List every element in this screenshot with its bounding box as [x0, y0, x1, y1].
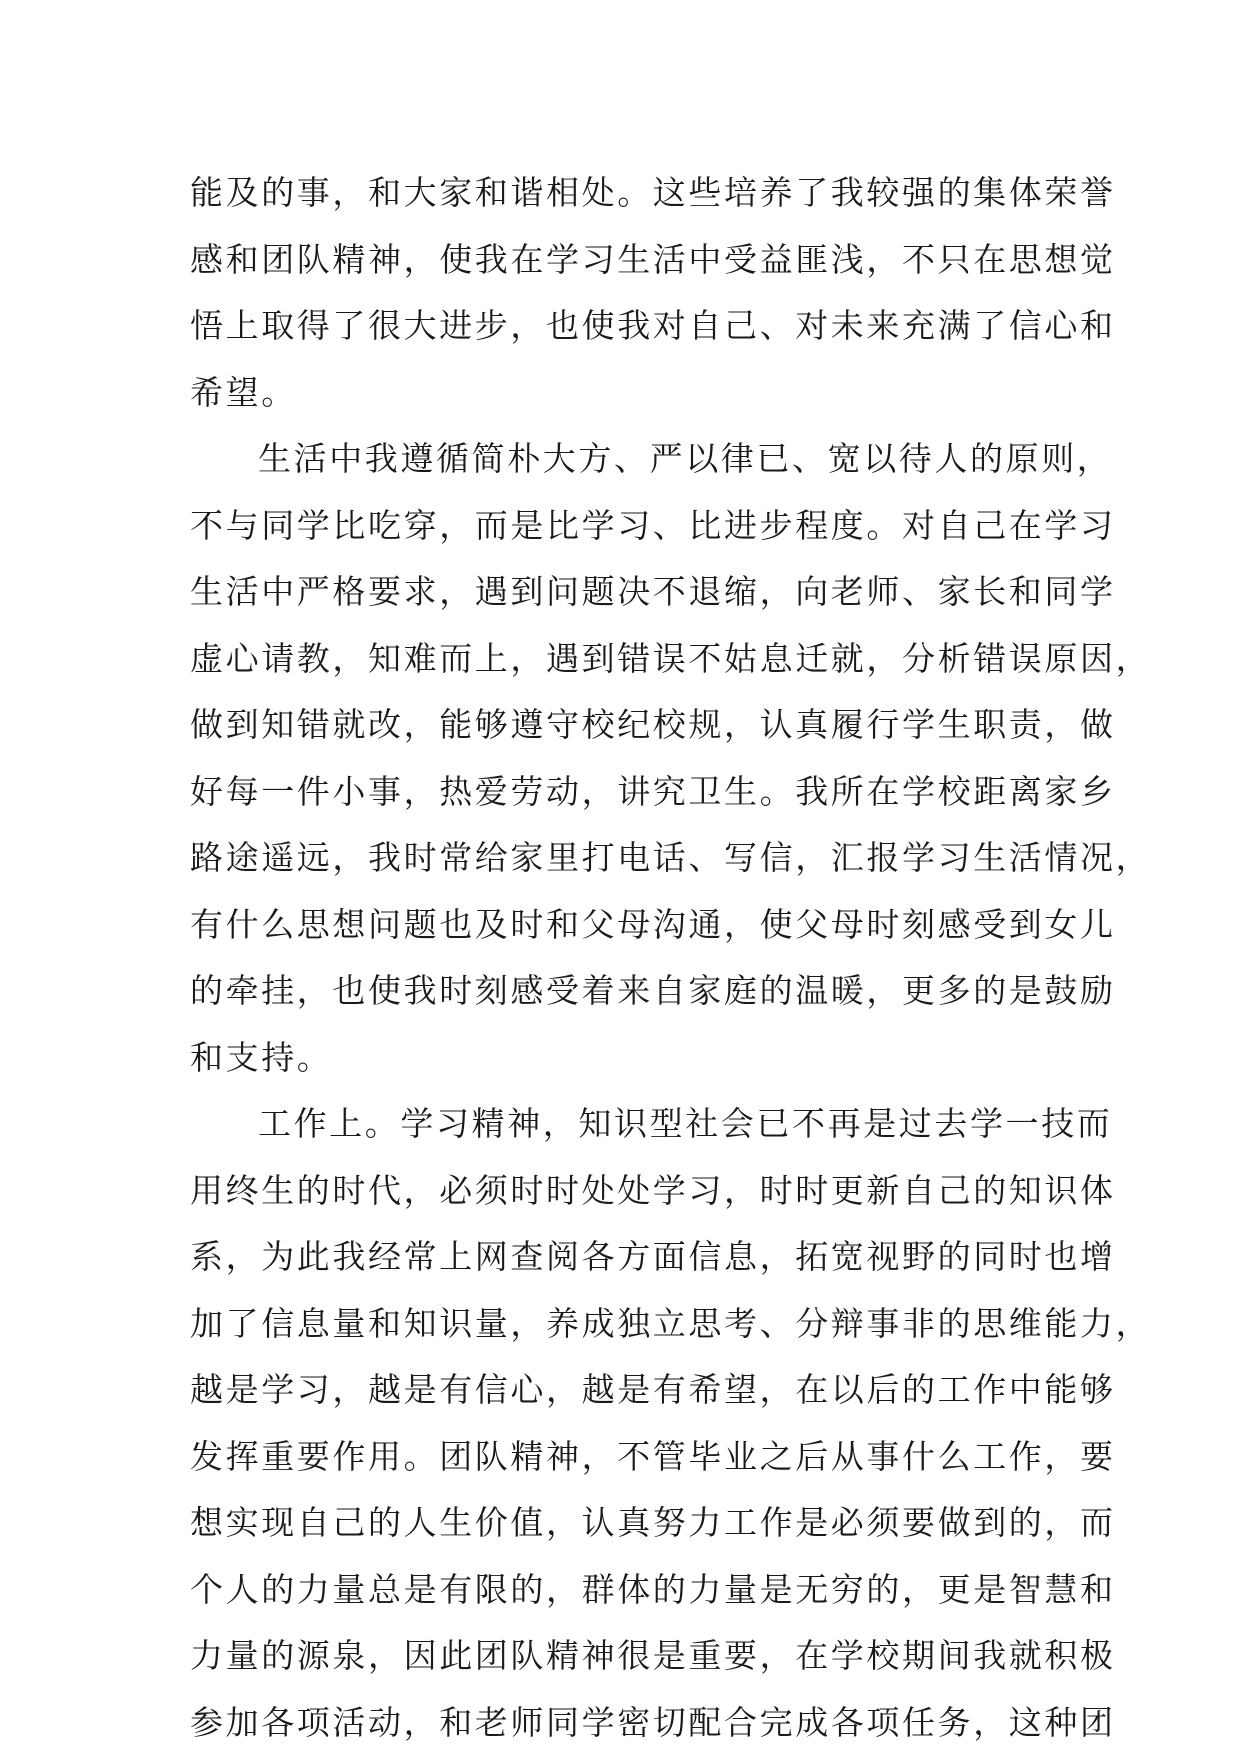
- text-line: 虚心请教，知难而上，遇到错误不姑息迁就，分析错误原因，: [190, 626, 1060, 693]
- text-line: 生活中我遵循简朴大方、严以律已、宽以待人的原则，: [190, 426, 1060, 493]
- text-line: 路途遥远，我时常给家里打电话、写信，汇报学习生活情况，: [190, 825, 1060, 892]
- text-line: 不与同学比吃穿，而是比学习、比进步程度。对自己在学习: [190, 493, 1060, 560]
- text-line: 工作上。学习精神，知识型社会已不再是过去学一技而: [190, 1091, 1060, 1158]
- text-line: 加了信息量和知识量，养成独立思考、分辩事非的思维能力，: [190, 1291, 1060, 1358]
- text-line: 感和团队精神，使我在学习生活中受益匪浅，不只在思想觉: [190, 227, 1060, 294]
- body-text: [190, 160, 1060, 1756]
- text-line: 想实现自己的人生价值，认真努力工作是必须要做到的，而: [190, 1490, 1060, 1557]
- paragraph-3: [190, 1091, 1060, 1756]
- text-line: 用终生的时代，必须时时处处学习，时时更新自己的知识体: [190, 1158, 1060, 1225]
- text-line: 参加各项活动，和老师同学密切配合完成各项任务，这种团: [190, 1690, 1060, 1756]
- text-line: 能及的事，和大家和谐相处。这些培养了我较强的集体荣誉: [190, 160, 1060, 227]
- text-line: 生活中严格要求，遇到问题决不退缩，向老师、家长和同学: [190, 559, 1060, 626]
- text-line: 个人的力量总是有限的，群体的力量是无穷的，更是智慧和: [190, 1557, 1060, 1624]
- text-line: 好每一件小事，热爱劳动，讲究卫生。我所在学校距离家乡: [190, 759, 1060, 826]
- text-line: 发挥重要作用。团队精神，不管毕业之后从事什么工作，要: [190, 1424, 1060, 1491]
- text-line: 系，为此我经常上网查阅各方面信息，拓宽视野的同时也增: [190, 1224, 1060, 1291]
- paragraph-1: [190, 160, 1060, 426]
- text-line: 悟上取得了很大进步，也使我对自己、对未来充满了信心和: [190, 293, 1060, 360]
- text-line: 做到知错就改，能够遵守校纪校规，认真履行学生职责，做: [190, 692, 1060, 759]
- paragraph-2: [190, 426, 1060, 1091]
- text-line: 有什么思想问题也及时和父母沟通，使父母时刻感受到女儿: [190, 892, 1060, 959]
- text-line: 力量的源泉，因此团队精神很是重要，在学校期间我就积极: [190, 1623, 1060, 1690]
- text-line: 和支持。: [190, 1025, 1060, 1092]
- text-line: 希望。: [190, 360, 1060, 427]
- text-line: 越是学习，越是有信心，越是有希望，在以后的工作中能够: [190, 1357, 1060, 1424]
- text-line: 的牵挂，也使我时刻感受着来自家庭的温暖，更多的是鼓励: [190, 958, 1060, 1025]
